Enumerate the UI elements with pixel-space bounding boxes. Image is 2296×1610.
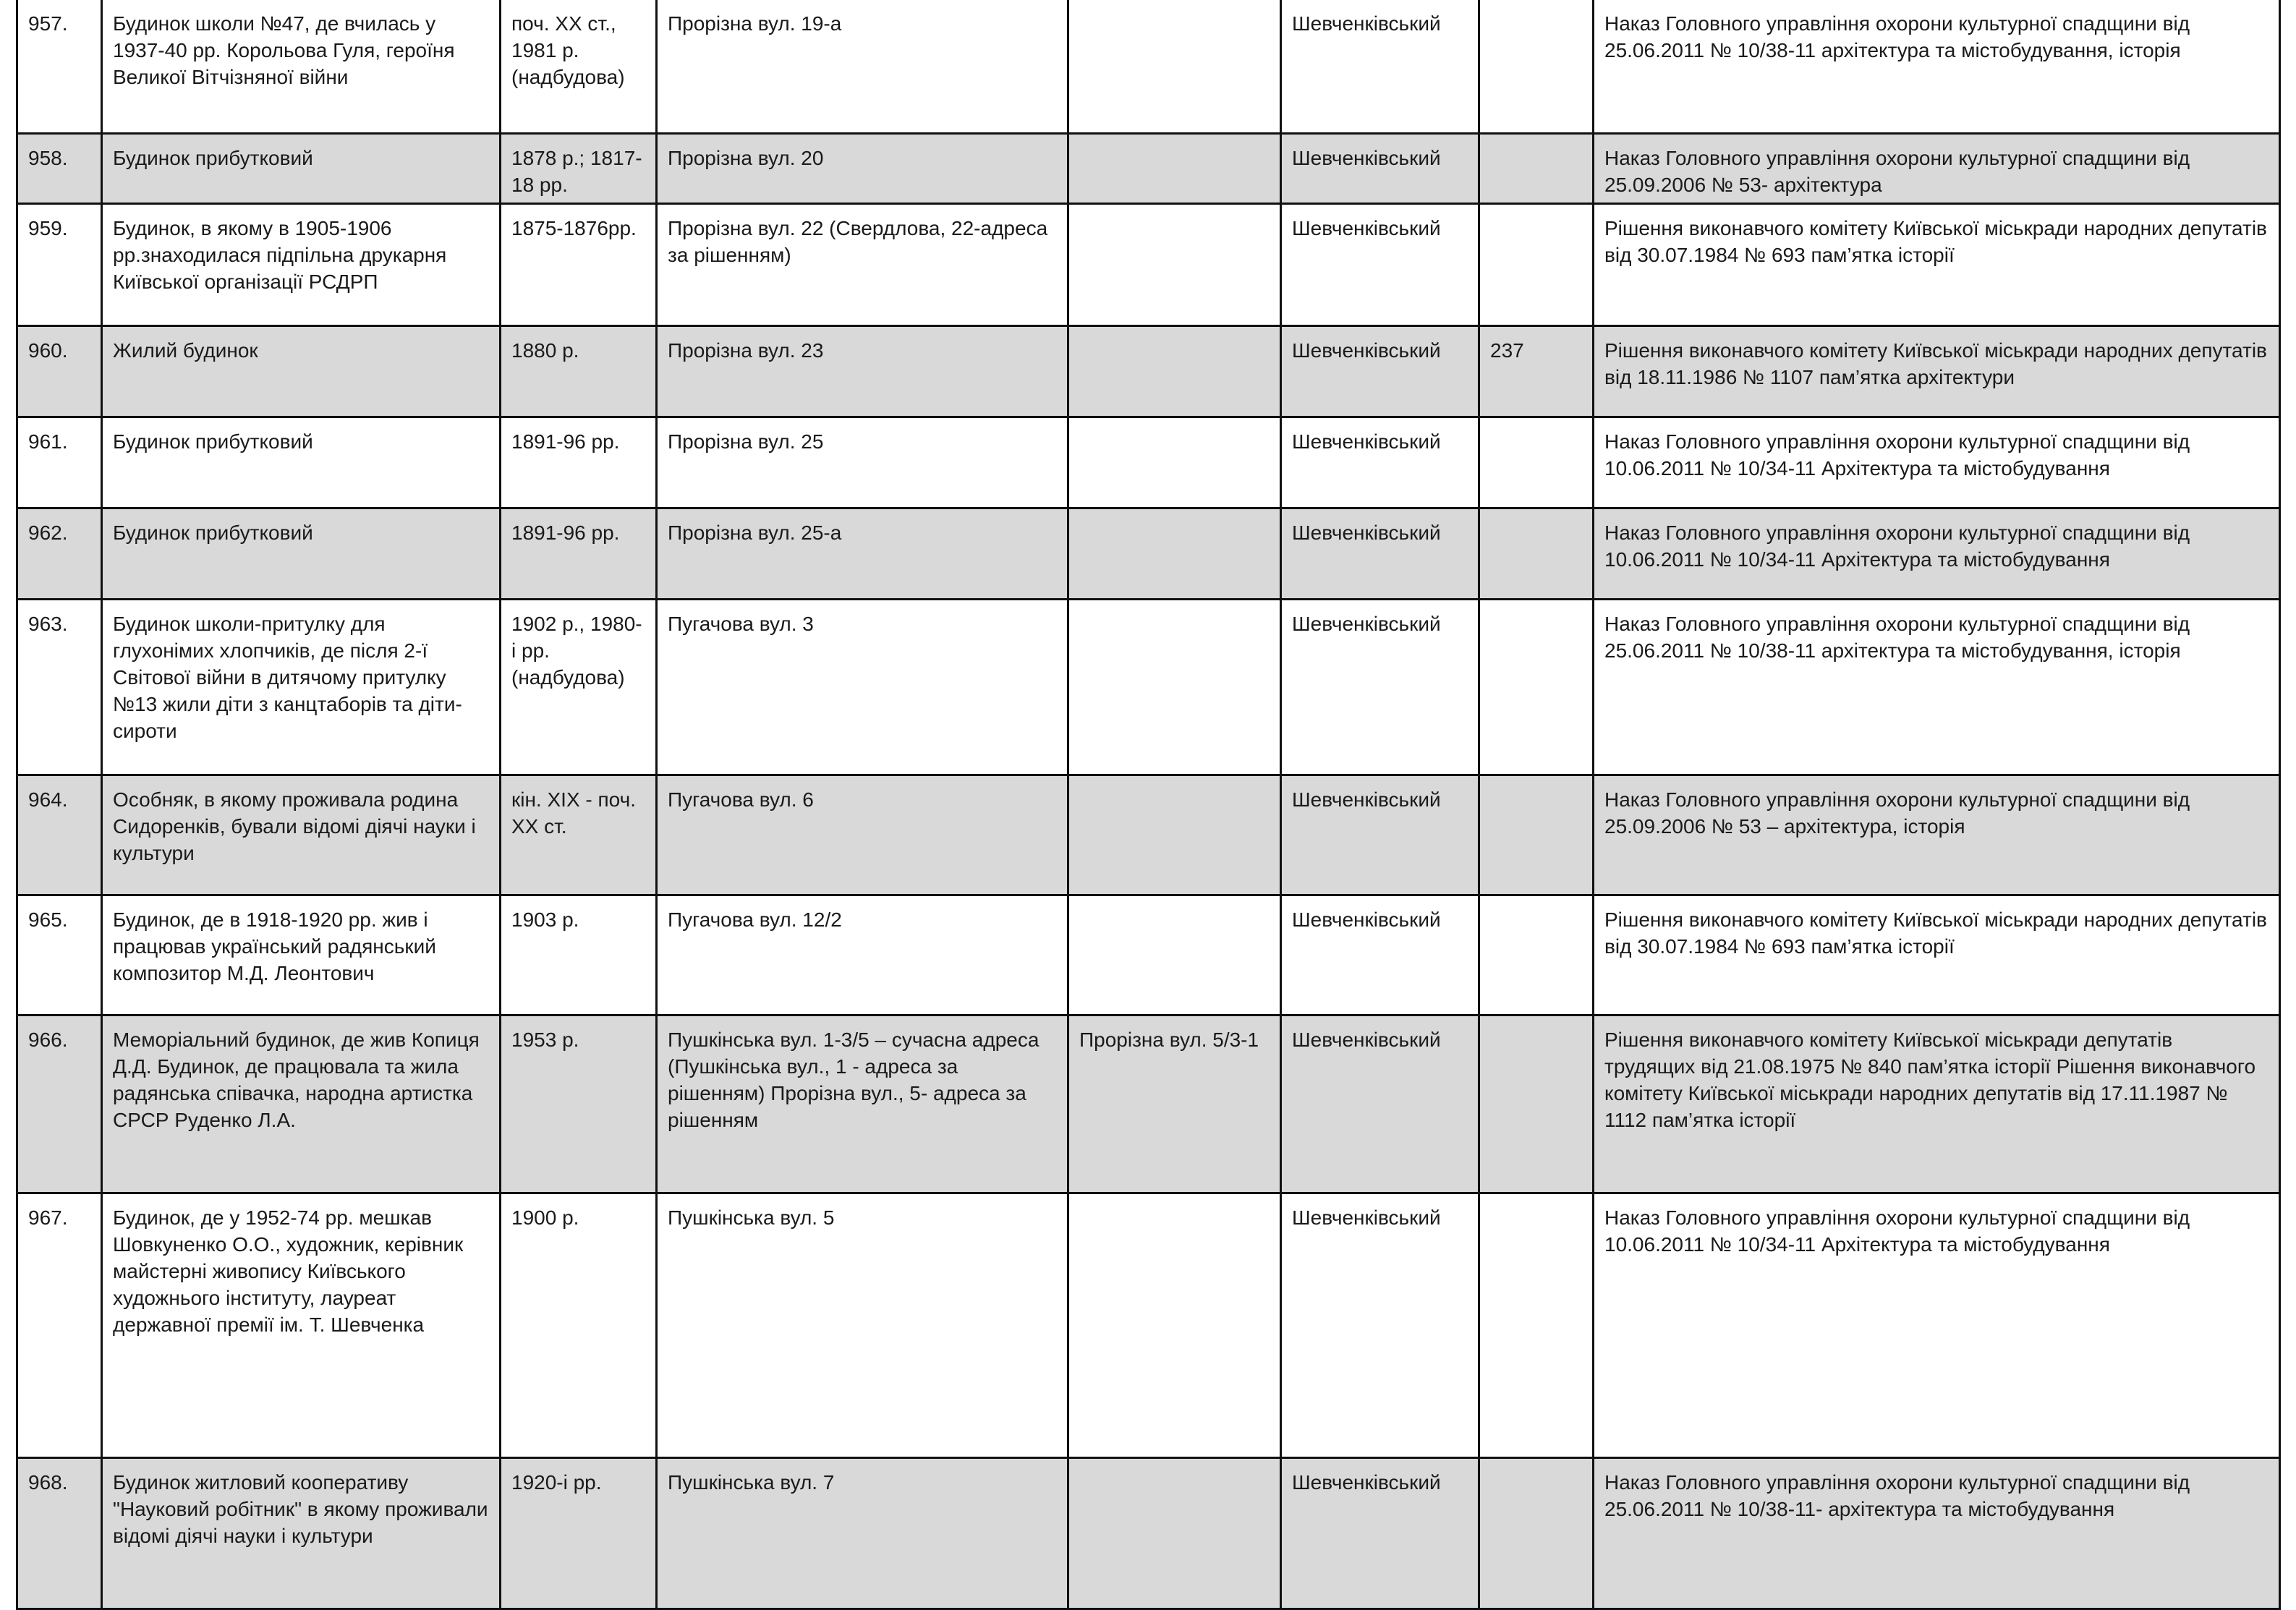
row-number-cell: 968.: [17, 1458, 102, 1609]
protection-number-cell: [1479, 775, 1594, 895]
protection-number-cell: [1479, 508, 1594, 600]
district-cell: Шевченківський: [1281, 417, 1479, 508]
object-name-cell: Будинок школи №47, де вчилась у 1937-40 рр. Корольова Гуля, героїня Великої Вітчізняної війни: [102, 0, 501, 134]
row-number-cell: 967.: [17, 1193, 102, 1458]
legal-document-cell: Рішення виконавчого комітету Київської міськради народних депутатів від 30.07.1984 № 693 пам’ятка історії: [1594, 204, 2280, 326]
protection-number-cell: [1479, 134, 1594, 204]
construction-date-cell: 1880 р.: [501, 326, 657, 417]
table-row: [17, 417, 2280, 508]
row-number-cell: 963.: [17, 600, 102, 775]
monuments-table: [16, 0, 2281, 1610]
object-name-cell: Будинок, де у 1952-74 рр. мешкав Шовкуненко О.О., художник, керівник майстерні живопису Київського художнього інституту, лауреат державної премії ім. Т. Шевченка: [102, 1193, 501, 1458]
alternate-address-cell: [1068, 326, 1281, 417]
object-name-cell: Будинок прибутковий: [102, 508, 501, 600]
address-cell: Прорізна вул. 19-а: [657, 0, 1068, 134]
district-cell: Шевченківський: [1281, 508, 1479, 600]
table-row: [17, 1193, 2280, 1458]
construction-date-cell: 1891-96 рр.: [501, 508, 657, 600]
table-body: [17, 0, 2280, 1609]
alternate-address-cell: [1068, 1193, 1281, 1458]
district-cell: Шевченківський: [1281, 204, 1479, 326]
legal-document-cell: Рішення виконавчого комітету Київської міськради народних депутатів від 30.07.1984 № 693 пам’ятка історії: [1594, 895, 2280, 1015]
protection-number-cell: 237: [1479, 326, 1594, 417]
legal-document-cell: Наказ Головного управління охорони культурної спадщини від 10.06.2011 № 10/34-11 Архітектура та містобудування: [1594, 417, 2280, 508]
alternate-address-cell: [1068, 508, 1281, 600]
table-row: [17, 134, 2280, 204]
address-cell: Прорізна вул. 23: [657, 326, 1068, 417]
row-number-cell: 962.: [17, 508, 102, 600]
legal-document-cell: Наказ Головного управління охорони культурної спадщини від 25.09.2006 № 53 – архітектура, історія: [1594, 775, 2280, 895]
address-cell: Пугачова вул. 6: [657, 775, 1068, 895]
alternate-address-cell: [1068, 417, 1281, 508]
construction-date-cell: кін. XIX - поч. XX ст.: [501, 775, 657, 895]
legal-document-cell: Наказ Головного управління охорони культурної спадщини від 25.06.2011 № 10/38-11 архітектура та містобудування, історія: [1594, 600, 2280, 775]
table-row: [17, 1015, 2280, 1193]
protection-number-cell: [1479, 204, 1594, 326]
row-number-cell: 958.: [17, 134, 102, 204]
construction-date-cell: 1875-1876рр.: [501, 204, 657, 326]
table-row: [17, 0, 2280, 134]
table-row: [17, 326, 2280, 417]
protection-number-cell: [1479, 0, 1594, 134]
table-row: [17, 775, 2280, 895]
district-cell: Шевченківський: [1281, 1015, 1479, 1193]
alternate-address-cell: [1068, 775, 1281, 895]
alternate-address-cell: [1068, 895, 1281, 1015]
address-cell: Пушкінська вул. 7: [657, 1458, 1068, 1609]
protection-number-cell: [1479, 1458, 1594, 1609]
construction-date-cell: 1953 р.: [501, 1015, 657, 1193]
protection-number-cell: [1479, 600, 1594, 775]
row-number-cell: 965.: [17, 895, 102, 1015]
table-row: [17, 204, 2280, 326]
district-cell: Шевченківський: [1281, 1458, 1479, 1609]
alternate-address-cell: Прорізна вул. 5/3-1: [1068, 1015, 1281, 1193]
construction-date-cell: 1902 р., 1980-і рр. (надбудова): [501, 600, 657, 775]
object-name-cell: Будинок, в якому в 1905-1906 рр.знаходилася підпільна друкарня Київської організації РСДРП: [102, 204, 501, 326]
address-cell: Прорізна вул. 20: [657, 134, 1068, 204]
row-number-cell: 964.: [17, 775, 102, 895]
object-name-cell: Будинок прибутковий: [102, 417, 501, 508]
alternate-address-cell: [1068, 204, 1281, 326]
legal-document-cell: Наказ Головного управління охорони культурної спадщини від 10.06.2011 № 10/34-11 Архітектура та містобудування: [1594, 508, 2280, 600]
legal-document-cell: Рішення виконавчого комітету Київської міськради народних депутатів від 18.11.1986 № 1107 пам’ятка архітектури: [1594, 326, 2280, 417]
table-row: [17, 508, 2280, 600]
district-cell: Шевченківський: [1281, 600, 1479, 775]
protection-number-cell: [1479, 1193, 1594, 1458]
legal-document-cell: Наказ Головного управління охорони культурної спадщини від 25.06.2011 № 10/38-11- архітектура та містобудування: [1594, 1458, 2280, 1609]
address-cell: Пушкінська вул. 5: [657, 1193, 1068, 1458]
object-name-cell: Будинок житловий кооперативу "Науковий робітник" в якому проживали відомі діячі науки і культури: [102, 1458, 501, 1609]
object-name-cell: Меморіальний будинок, де жив Копиця Д.Д. Будинок, де працювала та жила радянська співачка, народна артистка СРСР Руденко Л.А.: [102, 1015, 501, 1193]
protection-number-cell: [1479, 895, 1594, 1015]
object-name-cell: Жилий будинок: [102, 326, 501, 417]
protection-number-cell: [1479, 1015, 1594, 1193]
alternate-address-cell: [1068, 134, 1281, 204]
construction-date-cell: 1878 р.; 1817-18 рр.: [501, 134, 657, 204]
district-cell: Шевченківський: [1281, 134, 1479, 204]
district-cell: Шевченківський: [1281, 895, 1479, 1015]
object-name-cell: Особняк, в якому проживала родина Сидоренків, бували відомі діячі науки і культури: [102, 775, 501, 895]
legal-document-cell: Рішення виконавчого комітету Київської міськради депутатів трудящих від 21.08.1975 № 840 пам’ятка історії Рішення виконавчого комітету Київської міськради народних депутатів від 17.11.1987 № 1112 пам’ятка історії: [1594, 1015, 2280, 1193]
row-number-cell: 960.: [17, 326, 102, 417]
legal-document-cell: Наказ Головного управління охорони культурної спадщини від 25.09.2006 № 53- архітектура: [1594, 134, 2280, 204]
row-number-cell: 961.: [17, 417, 102, 508]
address-cell: Пугачова вул. 12/2: [657, 895, 1068, 1015]
construction-date-cell: 1920-і рр.: [501, 1458, 657, 1609]
table-row: [17, 1458, 2280, 1609]
alternate-address-cell: [1068, 0, 1281, 134]
district-cell: Шевченківський: [1281, 0, 1479, 134]
row-number-cell: 966.: [17, 1015, 102, 1193]
address-cell: Пугачова вул. 3: [657, 600, 1068, 775]
district-cell: Шевченківський: [1281, 775, 1479, 895]
object-name-cell: Будинок прибутковий: [102, 134, 501, 204]
construction-date-cell: 1903 р.: [501, 895, 657, 1015]
table-row: [17, 600, 2280, 775]
object-name-cell: Будинок школи-притулку для глухонімих хлопчиків, де після 2-ї Світової війни в дитячому притулку №13 жили діти з канцтаборів та діти-сироти: [102, 600, 501, 775]
table-row: [17, 895, 2280, 1015]
district-cell: Шевченківський: [1281, 1193, 1479, 1458]
alternate-address-cell: [1068, 1458, 1281, 1609]
construction-date-cell: 1891-96 рр.: [501, 417, 657, 508]
legal-document-cell: Наказ Головного управління охорони культурної спадщини від 25.06.2011 № 10/38-11 архітектура та містобудування, історія: [1594, 0, 2280, 134]
row-number-cell: 957.: [17, 0, 102, 134]
address-cell: Прорізна вул. 25-а: [657, 508, 1068, 600]
address-cell: Прорізна вул. 22 (Свердлова, 22-адреса за рішенням): [657, 204, 1068, 326]
protection-number-cell: [1479, 417, 1594, 508]
object-name-cell: Будинок, де в 1918-1920 рр. жив і працював український радянський композитор М.Д. Леонтович: [102, 895, 501, 1015]
legal-document-cell: Наказ Головного управління охорони культурної спадщини від 10.06.2011 № 10/34-11 Архітектура та містобудування: [1594, 1193, 2280, 1458]
row-number-cell: 959.: [17, 204, 102, 326]
alternate-address-cell: [1068, 600, 1281, 775]
registry-page: [16, 0, 2279, 1610]
address-cell: Прорізна вул. 25: [657, 417, 1068, 508]
address-cell: Пушкінська вул. 1-3/5 – сучасна адреса (Пушкінська вул., 1 - адреса за рішенням) Прорізна вул., 5- адреса за рішенням: [657, 1015, 1068, 1193]
construction-date-cell: 1900 р.: [501, 1193, 657, 1458]
district-cell: Шевченківський: [1281, 326, 1479, 417]
construction-date-cell: поч. XX ст., 1981 р. (надбудова): [501, 0, 657, 134]
